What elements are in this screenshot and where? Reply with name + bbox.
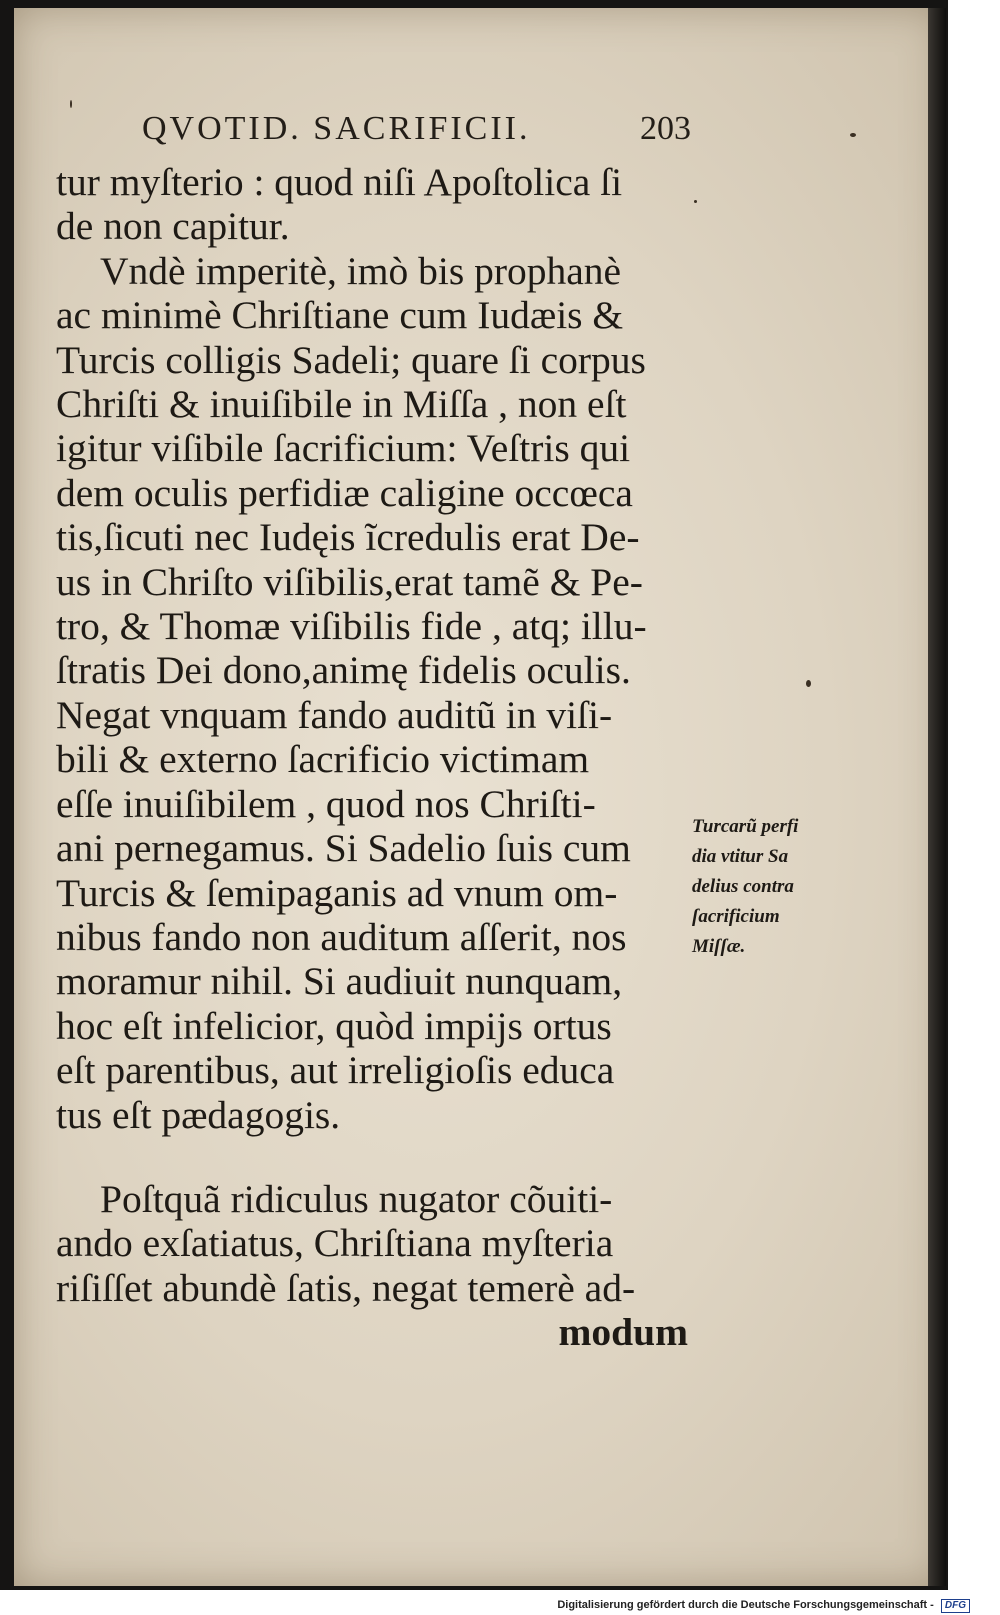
text-line: Chriſti & inuiſibile in Miſſa , non eſt <box>56 382 627 427</box>
running-head: QVOTID. SACRIFICII. <box>142 110 531 147</box>
text-line: moramur nihil. Si audiuit nunquam, <box>56 959 623 1004</box>
text-line: ac minimè Chriſtiane cum Iudæis & <box>56 293 624 338</box>
paragraph-gap <box>56 1137 706 1177</box>
text-line: ando exſatiatus, Chriſtiana myſteria <box>56 1221 614 1266</box>
marginal-note-line: ſacrificium <box>692 906 780 927</box>
marginal-note-line: delius contra <box>692 876 794 897</box>
text-line: bili & externo ſacrificio victimam <box>56 737 590 782</box>
text-line: Turcis colligis Sadeli; quare ſi corpus <box>56 337 646 382</box>
text-line: ani pernegamus. Si Sadelio ſuis cum <box>56 826 631 871</box>
dfg-logo-icon: DFG <box>941 1599 970 1613</box>
paper-fleck <box>806 680 811 687</box>
text-line: igitur viſibile ſacrificium: Veſtris qui <box>56 426 631 471</box>
text-line: riſiſſet abundè ſatis, negat temerè ad- <box>56 1265 636 1310</box>
paper-fleck <box>850 133 856 137</box>
digitization-credit <box>557 1599 970 1613</box>
text-line: tus eſt pædagogis. <box>56 1092 341 1137</box>
text-line: Turcis & ſemipaganis ad vnum om- <box>56 870 618 915</box>
page-number: 203 <box>640 110 691 147</box>
text-line: de non capitur. <box>56 204 290 249</box>
text-line: dem oculis perfidiæ caligine occœca <box>56 470 633 515</box>
page-edge-shadow <box>928 8 946 1586</box>
marginal-note <box>692 812 852 962</box>
credit-text: Digitalisierung gefördert durch die Deutsche Forschungsgemeinschaft - <box>557 1599 934 1611</box>
text-line: Negat vnquam fando auditũ in viſi- <box>56 692 613 737</box>
text-line: eſt parentibus, aut irreligioſis educa <box>56 1048 615 1093</box>
text-line: Vndè imperitè, imò bis prophanè <box>100 248 622 293</box>
catchword: modum <box>558 1310 688 1355</box>
text-line: hoc eſt infelicior, quòd impijs ortus <box>56 1003 612 1048</box>
paper-fleck <box>70 100 72 108</box>
marginal-note-line: Turcarũ perfi <box>692 816 799 837</box>
marginal-note-line: dia vtitur Sa <box>692 846 789 867</box>
text-line: tis,ſicuti nec Iudęis ĩcredulis erat De- <box>56 515 640 560</box>
text-line: tro, & Thomæ viſibilis fide , atq; illu- <box>56 604 647 649</box>
text-line: nibus fando non auditum aſſerit, nos <box>56 914 627 959</box>
main-text-block <box>56 160 706 1355</box>
marginal-note-line: Miſſæ. <box>692 936 746 957</box>
text-line: tur myſterio : quod niſi Apoſtolica ſi <box>56 160 623 204</box>
text-line: eſſe inuiſibilem , quod nos Chriſti- <box>56 781 596 826</box>
text-line: us in Chriſto viſibilis,erat tamẽ & Pe- <box>56 559 643 604</box>
text-line: Poſtquã ridiculus nugator cõuiti- <box>100 1176 613 1221</box>
text-line: ſtratis Dei dono,animę fidelis oculis. <box>56 648 631 693</box>
